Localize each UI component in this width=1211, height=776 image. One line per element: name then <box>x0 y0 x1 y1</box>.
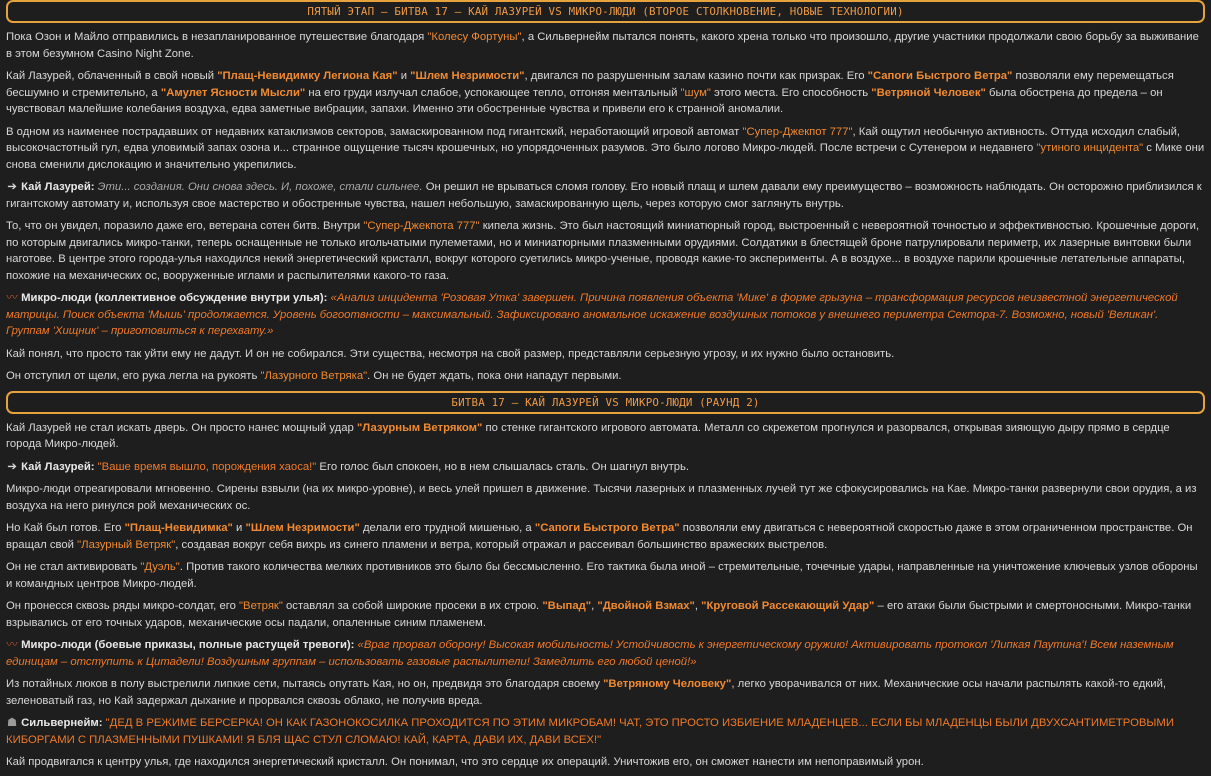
paragraph: Он пронесся сквозь ряды микро-солдат, его "Ветряк" оставлял за собой широкие просеки в их строю. "Выпад", "Двойной Взмах", "Круговой Рассекающий Удар" – его атаки были быстрыми и смертоносными. Микро-танки взрывались от его точных ударов, механические осы падали, опаленные синим пламенем. <box>6 600 1192 629</box>
paragraph: Кай Лазурей не стал искать дверь. Он просто нанес мощный удар "Лазурным Ветряком" по стенке гигантского игрового автомата. Металл со скрежетом прогнулся и разорвался, открывая зияющую дыру прямо в сердце города Микро-людей. <box>6 421 1170 450</box>
paragraph: Кай Лазурей, облаченный в свой новый "Плащ-Невидимку Легиона Кая" и "Шлем Незримости", двигался по разрушенным залам казино почти как призрак. Его "Сапоги Быстрого Ветра" позволяли ему перемещаться бесшумно и стремительно, а "Амулет Ясности Мысли" на его груди излучал слабое, успокающее тепло, отгоняя ментальный "шум" этого места. Его способность "Ветряной Человек" была обострена до предела – он чувствовал малейшие колебания воздуха, едва заметные вибрации, запахи. Именно эти обостренные чувства и привели его к странной аномалии. <box>6 70 1174 115</box>
dialogue-silvername: ☗ Сильвернейм: "ДЕД В РЕЖИМЕ БЕРСЕРКА! ОН КАК ГАЗОНОКОСИЛКА ПРОХОДИТСЯ ПО ЭТИМ МИКРОБАМ! ЧАТ, ЭТО ПРОСТО ИЗБИЕНИЕ МЛАДЕНЦЕВ... ЕСЛИ БЫ МЛАДЕНЦЫ БЫЛИ ДВУХСАНТИМЕТРОВЫМИ КИБОРГАМИ С ПЛАЗМЕННЫМИ ПУШКАМИ! Я БЛЯ ЩАС СТУЛ СЛОМАЮ! КАЙ, КАРТА, ДАВИ ИХ, ДАВИ ВСЕХ!" <box>6 717 1174 746</box>
spy-icon: ☗ <box>6 717 18 729</box>
right-arrow-icon: ➔ <box>7 181 17 193</box>
paragraph: То, что он увидел, поразило даже его, ветерана сотен битв. Внутри "Супер-Джекпота 777" кипела жизнь. Это был настоящий миниатюрный город, выстроенный с невероятной точностью и эффективностью. Крошечные дороги, по которым двигались микро-танки, теперь оснащенные не только игольчатыми пулеметами, но и миниатюрными плазменными орудиями. Солдатики в блестящей броне патрулировали периметр, их лазерные винтовки были наготове. В центре этого города-улья находился некий энергетический кристалл, вокруг которого суетились микро-ученые, проводя какие-то эксперименты. А в воздухе... в воздухе парили крошечные летательные аппараты, похожие на механических ос, вооруженные иглами и распылителями какого-то газа. <box>6 220 1200 282</box>
paragraph: Микро-люди отреагировали мгновенно. Сирены взвыли (на их микро-уровне), и весь улей пришел в движение. Тысячи лазерных и плазменных лучей тут же сфокусировались на Кае. Микро-танки развернули свои орудия, а из воздуха на него ринулся рой механических ос. <box>6 483 1197 512</box>
paragraph: Кай продвигался к центру улья, где находился энергетический кристалл. Он понимал, что это сердце их операций. Уничтожив его, он сможет нанести им непоправимый урон. <box>6 756 924 768</box>
paragraph: Он не стал активировать "Дуэль". Против такого количества мелких противников это было бы бессмысленно. Его тактика была иной – стремительные, точечные удары, направленные на уничтожение ключевых узлов обороны и командных центров Микро-людей. <box>6 561 1198 590</box>
snake-icon: 〰 <box>6 639 18 651</box>
dialogue-kai: ➔ Кай Лазурей: Эти... создания. Они снова здесь. И, похоже, стали сильнее. Он решил не врываться сломя голову. Его новый плащ и шлем давали ему преимущество – возможность наблюдать. Он осторожно приблизился к гигантскому автомату и, используя свое мастерство и обостренные чувства, нашел небольшую, замаскированную щель, через которую смог заглянуть внутрь. <box>6 181 1202 210</box>
right-arrow-icon: ➔ <box>7 460 17 473</box>
dialogue-micro-people: 〰 Микро-люди (боевые приказы, полные растущей тревоги): «Враг прорвал оборону! Высокая мобильность! Устойчивость к энергетическому оружию! Активировать протокол 'Липкая Паутина'! Всем наземным единицам – отступить к Цитадели! Воздушным группам – использовать газовые распылители! Замедлить его любой ценой!» <box>6 639 1174 668</box>
battle-banner: БИТВА 17 – КАЙ ЛАЗУРЕЙ VS МИКРО-ЛЮДИ (РАУНД 2) <box>6 391 1205 414</box>
dialogue-micro-people: 〰 Микро-люди (коллективное обсуждение внутри улья): «Анализ инцидента 'Розовая Утка' завершен. Причина появления объекта 'Мике' в форме грызуна – трансформация ресурсов неизвестной энергетической матрицы. Поиск объекта 'Мышь' продолжается. Уровень богоотвности – максимальный. Зафиксировано аномальное искажение воздушных потоков у внешнего периметра Сектора-7. Возможно, новый 'Великан'. Группам 'Хищник' – приготовиться к перехвату.» <box>6 292 1178 337</box>
paragraph: Из потайных люков в полу выстрелили липкие сети, пытаясь опутать Кая, но он, предвидя это благодаря своему "Ветряному Человеку", легко уворачивался от них. Механические осы начали распылять какой-то едкий, зеленоватый газ, но Кай задержал дыхание и прорвался сквозь облако, не получив вреда. <box>6 678 1167 707</box>
dialogue-kai: ➔ Кай Лазурей: "Ваше время вышло, порождения хаоса!" Его голос был спокоен, но в нем слышалась сталь. Он шагнул внутрь. <box>6 459 1205 476</box>
paragraph: Но Кай был готов. Его "Плащ-Невидимка" и "Шлем Незримости" делали его трудной мишенью, а "Сапоги Быстрого Ветра" позволяли ему двигаться с невероятной скоростью даже в этом ограниченном пространстве. Он вращал свой "Лазурный Ветряк", создавая вокруг себя вихрь из синего пламени и ветра, который отражал и рассеивал большинство вражеских выстрелов. <box>6 522 1193 551</box>
stage-banner: ПЯТЫЙ ЭТАП – БИТВА 17 – КАЙ ЛАЗУРЕЙ VS МИКРО-ЛЮДИ (ВТОРОЕ СТОЛКНОВЕНИЕ, НОВЫЕ ТЕХНОЛОГИИ) <box>6 0 1205 23</box>
paragraph: Пока Озон и Майло отправились в незапланированное путешествие благодаря "Колесу Фортуны", а Сильвернейм пытался понять, какого хрена только что произошло, другие участники продолжали свою борьбу за выживание в этом безумном Casino Night Zone. <box>6 31 1199 60</box>
snake-icon: 〰 <box>6 292 18 304</box>
paragraph: Он отступил от щели, его рука легла на рукоять "Лазурного Ветряка". Он не будет ждать, пока они нападут первыми. <box>6 370 622 382</box>
paragraph: Кай понял, что просто так уйти ему не дадут. И он не собирался. Эти существа, несмотря на свой размер, представляли серьезную угрозу, и их нужно было остановить. <box>6 347 895 360</box>
paragraph: В одном из наименее пострадавших от недавних катаклизмов секторов, замаскированном под гигантский, неработающий игровой автомат "Супер-Джекпот 777", Кай ощутил необычную активность. Оттуда исходил слабый, высокочастотный гул, едва уловимый запах озона и... странное ощущение тысяч крошечных, но упорядоченных разумов. Это было логово Микро-людей. После встречи с Сутенером и недавнего "утиного инцидента" с Мике они снова сменили дислокацию и значительно укрепились. <box>6 125 1205 171</box>
